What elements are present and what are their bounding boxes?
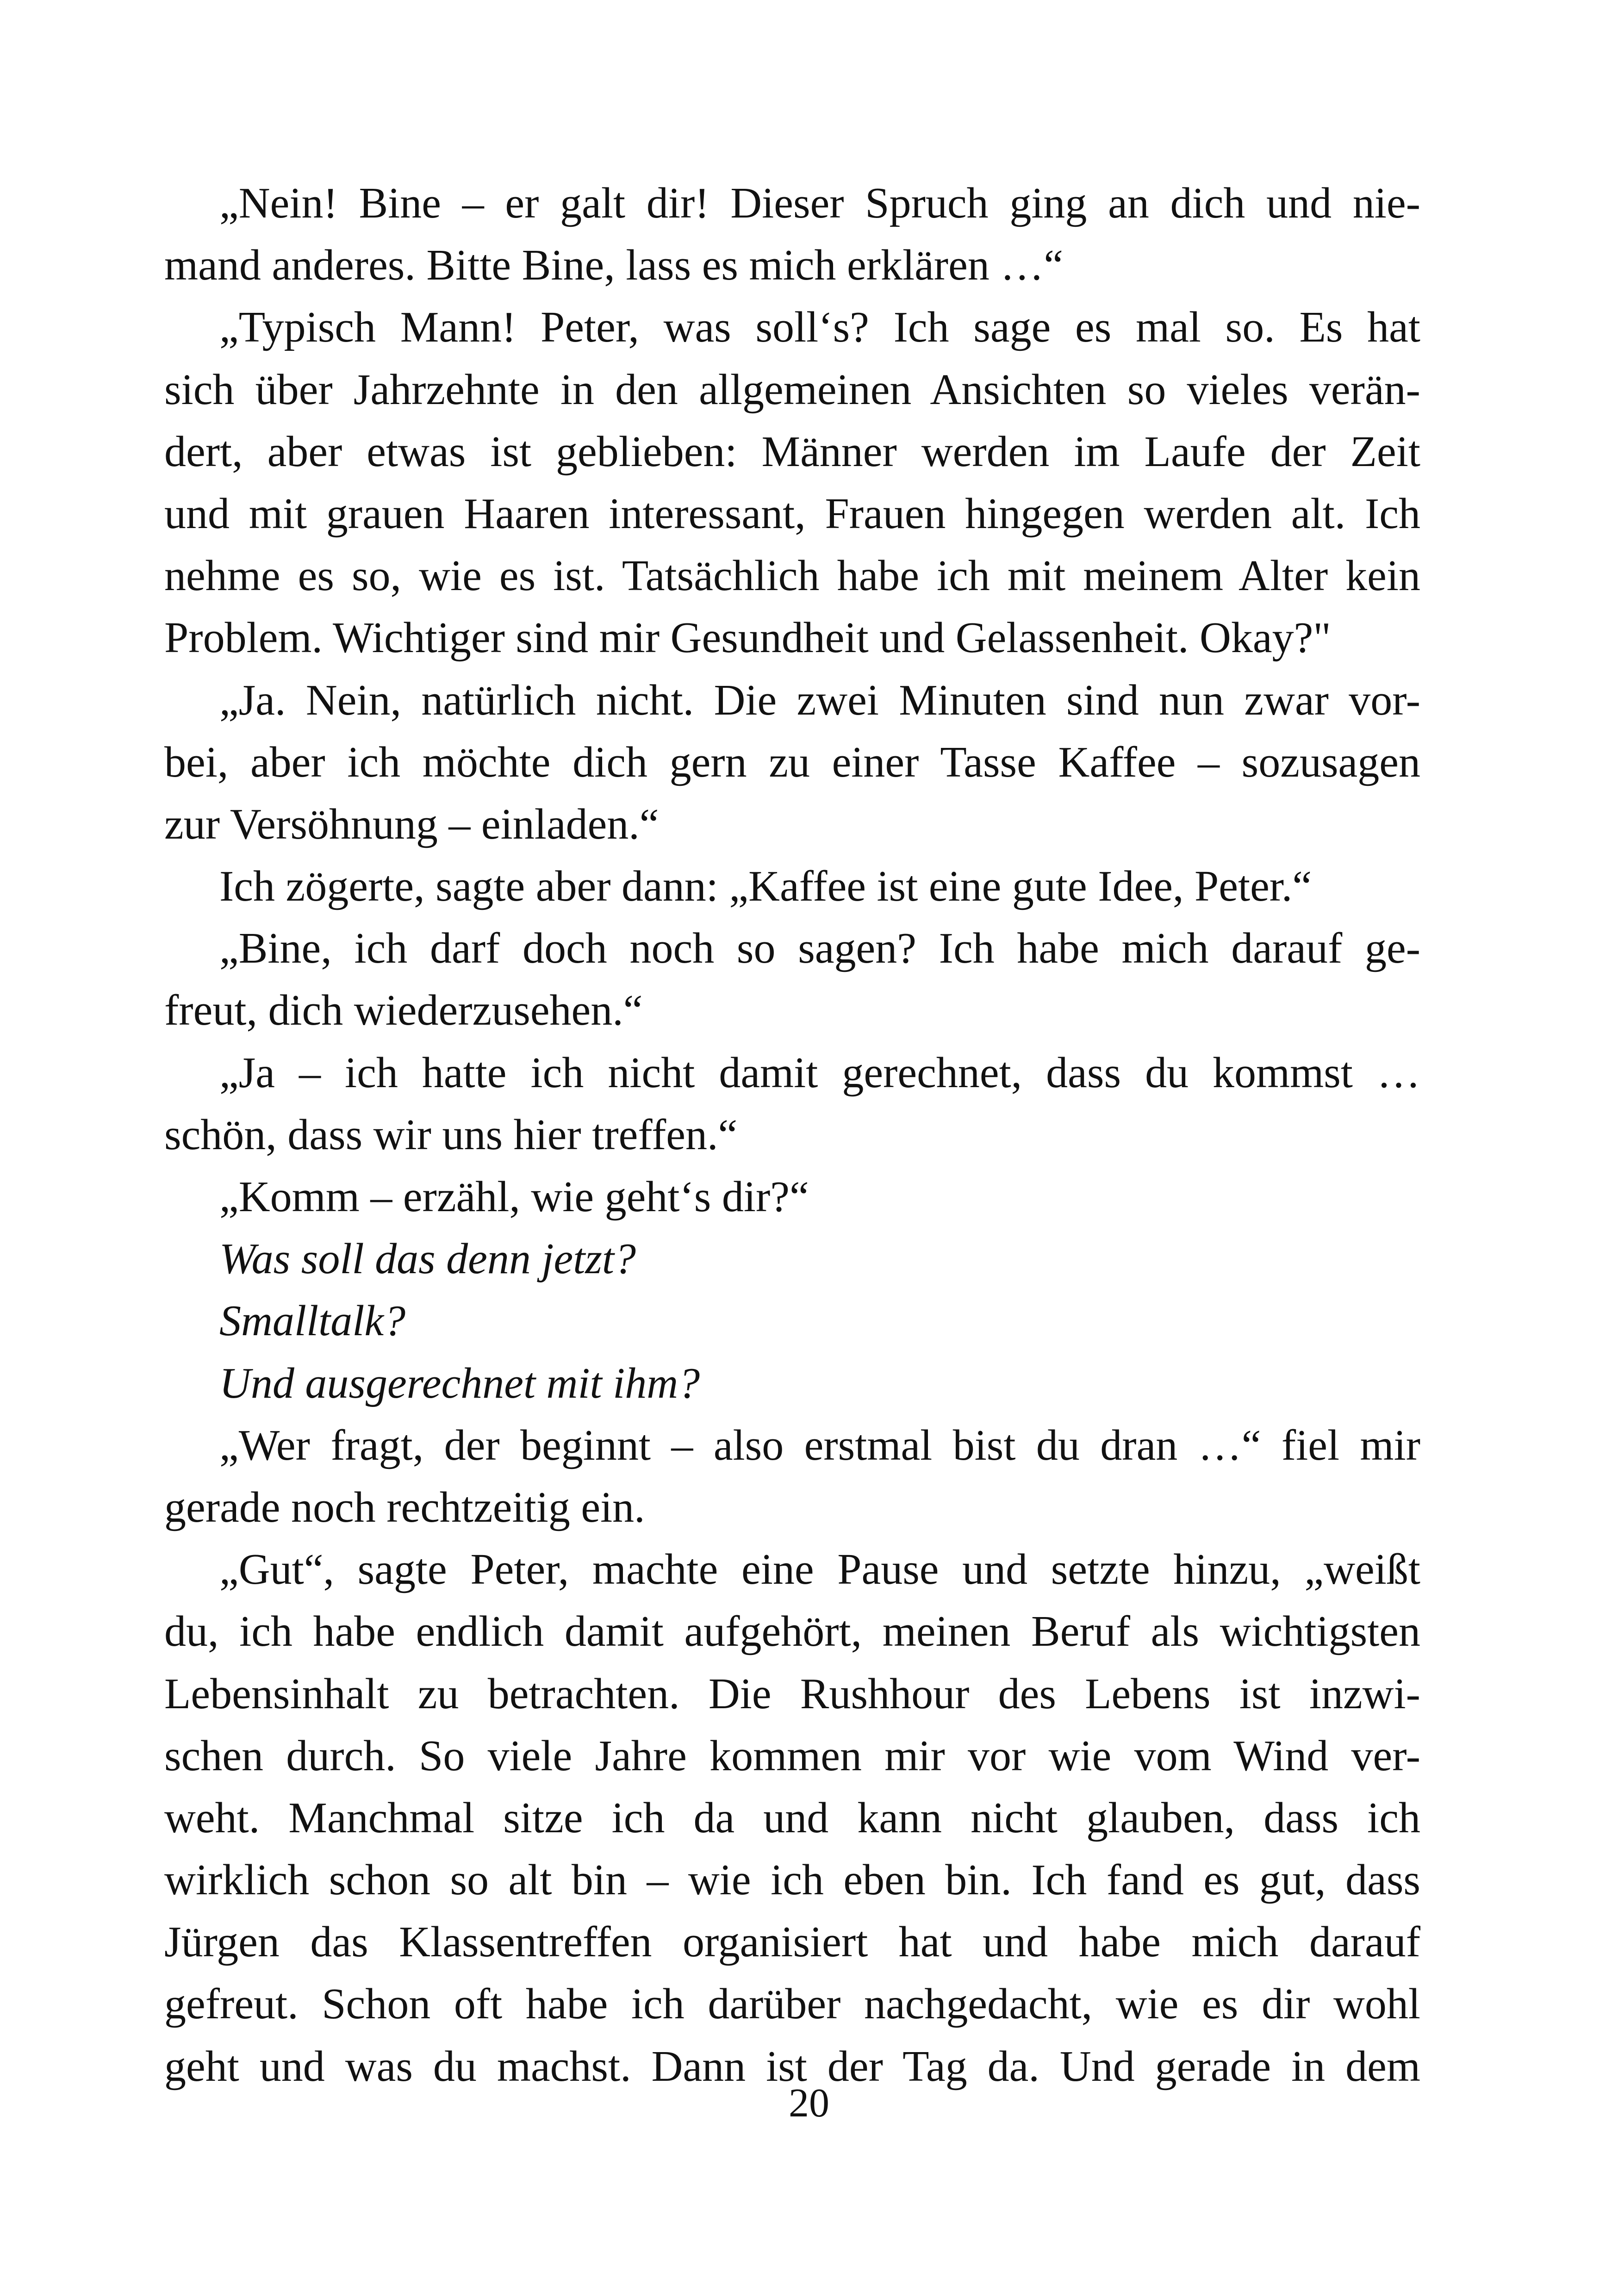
text-line: „Komm – erzähl, wie geht‘s dir?“ [219, 1173, 809, 1221]
text-line: gerade noch rechtzeitig ein. [164, 1483, 645, 1531]
italic-text-line: Und ausgerechnet mit ihm? [219, 1359, 700, 1407]
text-line: schen durch. So viele Jahre kommen mir vor wie vom Wind ver- [164, 1731, 1420, 1780]
text-line: Ich zögerte, sagte aber dann: „Kaffee ist eine gute Idee, Peter.“ [219, 862, 1312, 911]
text-line: bei, aber ich möchte dich gern zu einer Tasse Kaffee – sozusagen [164, 738, 1420, 786]
text-line: „Nein! Bine – er galt dir! Dieser Spruch ging an dich und nie- [219, 179, 1420, 227]
text-line: mand anderes. Bitte Bine, lass es mich erklären …“ [164, 241, 1064, 290]
text-line: Problem. Wichtiger sind mir Gesundheit und Gelassenheit. Okay?" [164, 614, 1331, 662]
text-line: schön, dass wir uns hier treffen.“ [164, 1110, 738, 1159]
text-line: „Wer fragt, der beginnt – also erstmal bist du dran …“ fiel mir [219, 1421, 1420, 1469]
text-line: wirklich schon so alt bin – wie ich eben bin. Ich fand es gut, dass [164, 1856, 1420, 1904]
text-line: freut, dich wiederzusehen.“ [164, 986, 643, 1035]
text-line: zur Versöhnung – einladen.“ [164, 800, 659, 848]
page-number: 20 [789, 2081, 829, 2126]
text-line: Lebensinhalt zu betrachten. Die Rushhour des Lebens ist inzwi- [164, 1669, 1420, 1718]
italic-text-line: Smalltalk? [219, 1297, 406, 1345]
page-body-text [164, 172, 1420, 2097]
text-line: „Typisch Mann! Peter, was soll‘s? Ich sage es mal so. Es hat [219, 303, 1420, 352]
text-line: „Ja – ich hatte ich nicht damit gerechnet, dass du kommst … [219, 1048, 1420, 1097]
text-line: Jürgen das Klassentreffen organisiert hat und habe mich darauf [164, 1918, 1420, 1966]
text-line: „Bine, ich darf doch noch so sagen? Ich habe mich darauf ge- [219, 924, 1420, 973]
text-line: dert, aber etwas ist geblieben: Männer werden im Laufe der Zeit [164, 427, 1420, 476]
text-line: du, ich habe endlich damit aufgehört, meinen Beruf als wichtigsten [164, 1607, 1420, 1656]
text-line: weht. Manchmal sitze ich da und kann nicht glauben, dass ich [164, 1793, 1420, 1842]
text-line: sich über Jahrzehnte in den allgemeinen Ansichten so vieles verän- [164, 365, 1420, 414]
text-line: gefreut. Schon oft habe ich darüber nachgedacht, wie es dir wohl [164, 1980, 1420, 2028]
text-line: geht und was du machst. Dann ist der Tag da. Und gerade in dem [164, 2042, 1420, 2091]
text-line: und mit grauen Haaren interessant, Frauen hingegen werden alt. Ich [164, 489, 1420, 538]
text-line: „Gut“, sagte Peter, machte eine Pause und setzte hinzu, „weißt [219, 1545, 1420, 1594]
text-line: „Ja. Nein, natürlich nicht. Die zwei Minuten sind nun zwar vor- [219, 676, 1420, 724]
text-line: nehme es so, wie es ist. Tatsächlich habe ich mit meinem Alter kein [164, 552, 1420, 600]
italic-text-line: Was soll das denn jetzt? [219, 1235, 636, 1283]
